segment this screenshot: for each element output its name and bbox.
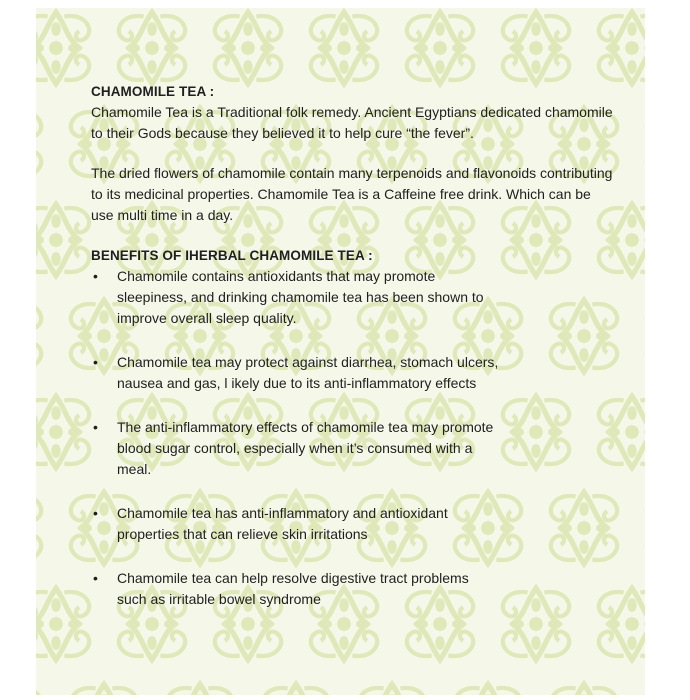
list-item bbox=[91, 568, 502, 610]
spacer bbox=[91, 329, 611, 352]
benefits-list bbox=[91, 266, 611, 610]
intro-paragraph: Chamomile Tea is a Traditional folk remedy. Ancient Egyptians dedicated chamomile to their Gods because they believed it to help cure “the fever”. bbox=[91, 104, 613, 141]
content-area bbox=[91, 81, 611, 610]
bullet-icon: • bbox=[93, 419, 98, 435]
properties-paragraph: The dried flowers of chamomile contain many terpenoids and flavonoids contributing to its medicinal properties. Chamomile Tea is a Caffeine free drink. Which can be use multi time in a day. bbox=[91, 165, 613, 223]
list-item-text: Chamomile tea may protect against diarrhea, stomach ulcers, nausea and gas, l ikely due to its anti-inflammatory effects bbox=[117, 354, 499, 391]
bullet-icon: • bbox=[93, 570, 98, 586]
list-item-text: Chamomile contains antioxidants that may promote sleepiness, and drinking chamomile tea has been shown to improve overall sleep quality. bbox=[117, 268, 484, 326]
section-heading-benefits: BENEFITS OF IHERBAL CHAMOMILE TEA : bbox=[91, 248, 373, 263]
list-item-text: Chamomile tea has anti-inflammatory and antioxidant properties that can relieve skin irritations bbox=[117, 505, 448, 542]
section-heading-chamomile-tea: CHAMOMILE TEA : bbox=[91, 84, 215, 99]
list-item bbox=[91, 417, 502, 480]
spacer bbox=[91, 545, 611, 568]
spacer bbox=[91, 394, 611, 417]
list-item bbox=[91, 352, 502, 394]
bullet-icon: • bbox=[93, 268, 98, 284]
spacer bbox=[91, 144, 611, 163]
list-item-text: Chamomile tea can help resolve digestive tract problems such as irritable bowel syndrome bbox=[117, 570, 469, 607]
bullet-icon: • bbox=[93, 354, 98, 370]
list-item bbox=[91, 266, 502, 329]
list-item-text: The anti-inflammatory effects of chamomile tea may promote blood sugar control, especially when it’s consumed with a meal. bbox=[117, 419, 494, 477]
list-item bbox=[91, 503, 502, 545]
spacer bbox=[91, 480, 611, 503]
bullet-icon: • bbox=[93, 505, 98, 521]
